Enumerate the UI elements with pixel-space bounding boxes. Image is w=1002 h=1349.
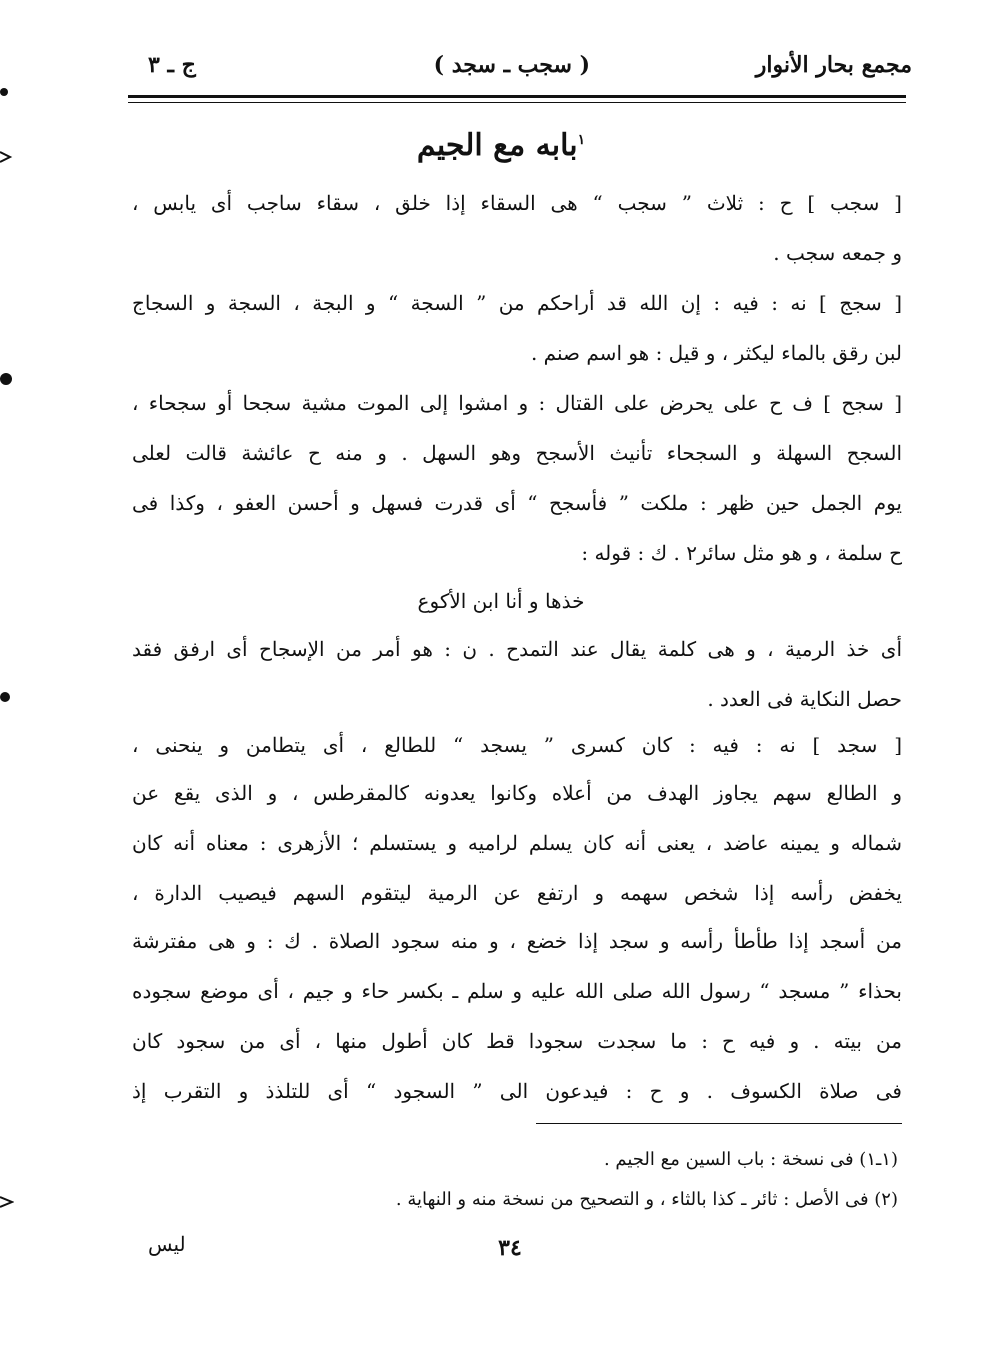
margin-blot [0,690,14,704]
text-line: [ سجح ] ف ح على يحرض على القتال : و امشوا إلى الموت مشية سجحا أو سجحاء ، [132,391,902,415]
footnote: (١ـ١) فى نسخة : باب السين مع الجيم . [603,1149,898,1170]
text-line: حصل النكاية فى العدد . [707,687,902,711]
header-rule-thick [128,95,906,98]
margin-blot [0,372,14,386]
text-line: من بيته . و فيه ح : ما سجدت سجودا قط كان أطول منها ، أى من سجود كان [132,1029,902,1053]
text-line: يوم الجمل حين ظهر : ملكت ” فأسجح “ أى قدرت فسهل و أحسن العفو ، وكذا فى [132,491,902,515]
section-range: ( سجب ـ سجد ) [433,52,590,78]
margin-blot [0,85,14,99]
footnote-rule [536,1123,902,1124]
text-line: لبن رقق بالماء ليكثر ، و قيل : هو اسم صنم . [530,341,902,365]
text-line: السجح السهلة و السجحاء تأنيث الأسجح وهو السهل . و منه ح عائشة قالت لعلى [132,441,902,465]
text-line: بحذاء ” مسجد “ رسول الله صلى الله عليه و سلم ـ بكسر حاء و جيم ، أى موضع سجوده [132,979,902,1003]
text-line: أى خذ الرمية ، و هى كلمة يقال عند التمدح . ن : هو أمر من الإسجاح أى ارفق فقد [132,637,902,661]
text-line: [ سجد ] نه : فيه : كان كسرى ” يسجد “ للطالع ، أى يتطامن و ينحنى ، [132,733,902,757]
margin-blot [0,1195,14,1209]
catchword: ليس [148,1232,186,1256]
text-line: [ سجب ] ح : ثلاث ” سجب “ هى السقاء إذا خلق ، سقاء ساجب أى يابس ، [132,191,902,215]
running-title: مجمع بحار الأنوار [755,52,912,78]
text-line: يخفض رأسه إذا شخص سهمه و ارتفع عن الرمية ليتقوم السهم فيصيب الدارة ، [132,881,902,905]
chapter-heading-footnote-mark: ١ [577,132,586,148]
margin-blot [0,150,14,164]
verse-line: خذها و أنا ابن الأكوع [417,589,585,613]
page-number: ٣٤ [498,1235,522,1261]
text-line: فى صلاة الكسوف . و ح : فيدعون الى ” السجود “ أى للتلذذ و التقرب إذ [132,1079,902,1103]
text-line: و الطالع سهم يجاوز الهدف من أعلاه وكانوا يعدونه كالمقرطس ، و الذى يقع عن [132,781,902,805]
header-rule-thin [128,102,906,103]
chapter-heading [0,128,1002,163]
text-line: شماله و يمينه عاضد ، يعنى أنه كان يسلم لراميه و يستسلم ؛ الأزهرى : معناه أنه كان [132,831,903,855]
text-line: [ سجج ] نه : فيه : إن الله قد أراحكم من ” السجة “ و البجة ، السجة و السجاج [132,291,902,315]
volume-label: ج ـ ٣ [148,52,196,78]
text-line: من أسجد إذا طأطأ رأسه و سجد إذا خضع ، و منه سجود الصلاة . ك : و هى مفترشة [132,929,902,953]
text-line: و جمعه سجب . [773,241,902,265]
chapter-heading-text: بابه مع الجيم [416,128,578,163]
footnote: (٢) فى الأصل : ثائر ـ كذا بالثاء ، و التصحيح من نسخة منه و النهاية . [395,1189,898,1210]
text-line: ح سلمة ، و هو مثل سائر٢ . ك : قوله : [581,541,902,565]
